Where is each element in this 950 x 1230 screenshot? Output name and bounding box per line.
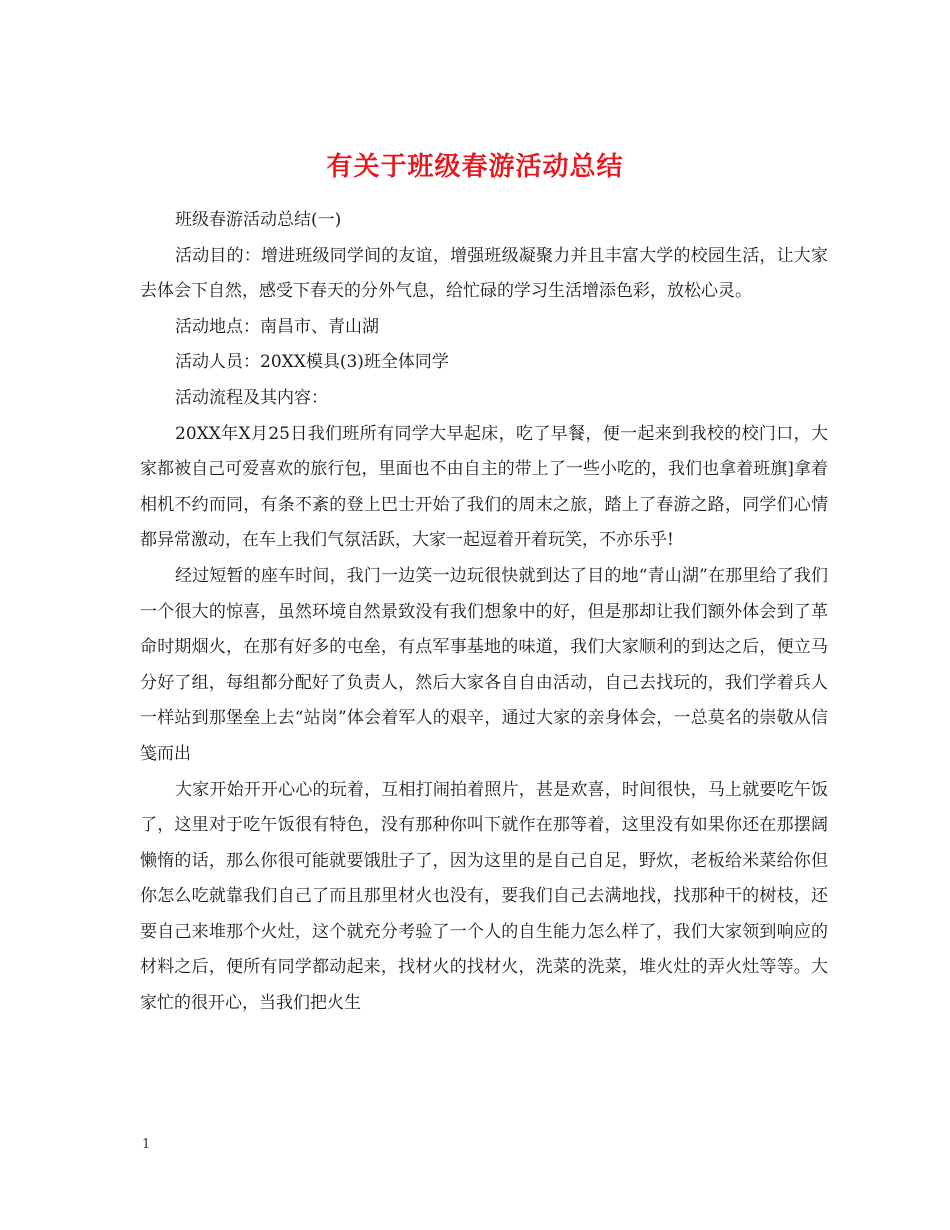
paragraph-participants: 活动人员：20XX模具(3)班全体同学 — [175, 352, 449, 373]
paragraph-process-heading: 活动流程及其内容： — [175, 387, 328, 408]
paragraph-lunch: 大家开始开开心心的玩着，互相打闹拍着照片，甚是欢喜，时间很快，马上就要吃午饭了，这里对于吃午饭很有特色，没有那种你叫下就作在那等着，这里没有如果你还在那摆阔懒惰的话，那么你很可能就要饿肚子了，因为这里的是自己自足，野炊，老板给米菜给你但你怎么吃就靠我们自己了而且那里材火也没有，要我们自己去满地找，找那种干的树枝，还要自己来堆那个火灶，这个就充分考验了一个人的自生能力怎么样了，我们大家领到响应的材料之后，便所有同学都动起来，找材火的找材火，洗菜的洗菜，堆火灶的弄火灶等等。大家忙的很开心，当我们把火生 — [140, 779, 828, 1014]
document-body — [140, 203, 828, 1022]
paragraph-arrival: 经过短暂的座车时间，我门一边笑一边玩很快就到达了目的地“青山湖”在那里给了我们一个很大的惊喜，虽然环境自然景致没有我们想象中的好，但是那却让我们额外体会到了革命时期烟火，在那有好多的屯垒，有点军事基地的味道，我们大家顺利的到达之后，便立马分好了组，每组都分配好了负责人，然后大家各自自由活动，自己去找玩的，我们学着兵人一样站到那堡垒上去“站岗”体会着军人的艰辛，通过大家的亲身体会，一总莫名的崇敬从信笺而出 — [140, 565, 828, 764]
paragraph-purpose: 活动目的：增进班级同学间的友谊，增强班级凝聚力并且丰富大学的校园生活，让大家去体会下自然，感受下春天的分外气息，给忙碌的学习生活增添色彩，放松心灵。 — [140, 245, 828, 302]
page-number: 1 — [142, 1137, 151, 1152]
section-heading: 班级春游活动总结(一) — [175, 210, 342, 230]
paragraph-location: 活动地点：南昌市、青山湖 — [175, 316, 379, 337]
paragraph-departure: 20XX年X月25日我们班所有同学大早起床，吃了早餐，便一起来到我校的校门口，大家都被自己可爱喜欢的旅行包，里面也不由自主的带上了一些小吃的，我们也拿着班旗]拿着相机不约而同，有条不紊的登上巴士开始了我们的周末之旅，踏上了春游之路，同学们心情都异常激动，在车上我们气氛活跃，大家一起逗着开着玩笑，不亦乐乎! — [140, 423, 828, 551]
document-title: 有关于班级春游活动总结 — [326, 152, 624, 183]
